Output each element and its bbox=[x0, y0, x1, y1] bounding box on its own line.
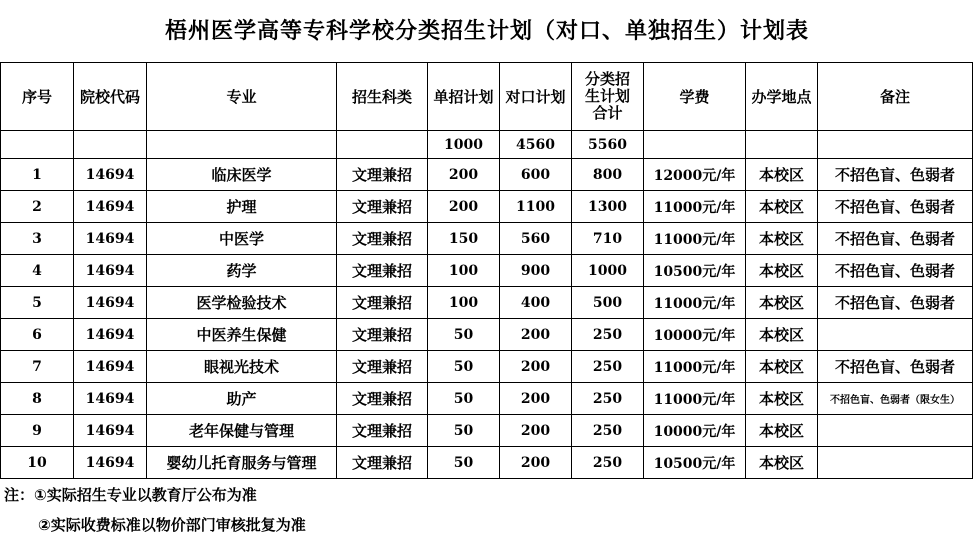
cell-tuition: 10500元/年 bbox=[644, 447, 746, 479]
cell-index: 8 bbox=[1, 383, 74, 415]
cell-tuition: 11000元/年 bbox=[644, 223, 746, 255]
col-header-counterpart-plan: 对口计划 bbox=[500, 63, 572, 131]
cell-school-code: 14694 bbox=[74, 287, 147, 319]
cell-counterpart-plan: 200 bbox=[500, 415, 572, 447]
cell-total-plan: 500 bbox=[572, 287, 644, 319]
table-row bbox=[1, 351, 973, 383]
cell-school-code: 14694 bbox=[74, 191, 147, 223]
cell-remarks: 不招色盲、色弱者 bbox=[818, 191, 973, 223]
cell-major: 药学 bbox=[147, 255, 337, 287]
cell-index: 4 bbox=[1, 255, 74, 287]
cell-category: 文理兼招 bbox=[337, 447, 428, 479]
table-row bbox=[1, 447, 973, 479]
cell-school-code: 14694 bbox=[74, 159, 147, 191]
cell-single-plan: 200 bbox=[428, 159, 500, 191]
total-sum-plan: 5560 bbox=[572, 131, 644, 159]
cell-index: 7 bbox=[1, 351, 74, 383]
cell-category: 文理兼招 bbox=[337, 191, 428, 223]
cell-school-code: 14694 bbox=[74, 223, 147, 255]
col-header-major: 专业 bbox=[147, 63, 337, 131]
cell-tuition: 10000元/年 bbox=[644, 319, 746, 351]
cell-remarks: 不招色盲、色弱者 bbox=[818, 255, 973, 287]
cell-single-plan: 150 bbox=[428, 223, 500, 255]
cell-total-plan: 250 bbox=[572, 351, 644, 383]
header-row bbox=[1, 63, 973, 131]
cell-counterpart-plan: 200 bbox=[500, 319, 572, 351]
cell-location: 本校区 bbox=[746, 159, 818, 191]
cell-remarks bbox=[818, 415, 973, 447]
cell-total-plan: 250 bbox=[572, 319, 644, 351]
cell-tuition: 11000元/年 bbox=[644, 383, 746, 415]
cell-major: 中医学 bbox=[147, 223, 337, 255]
cell-index: 6 bbox=[1, 319, 74, 351]
table-row bbox=[1, 383, 973, 415]
table-row bbox=[1, 255, 973, 287]
table-row bbox=[1, 287, 973, 319]
cell-major: 婴幼儿托育服务与管理 bbox=[147, 447, 337, 479]
total-empty-cell bbox=[1, 131, 74, 159]
cell-single-plan: 50 bbox=[428, 351, 500, 383]
cell-school-code: 14694 bbox=[74, 447, 147, 479]
cell-total-plan: 1300 bbox=[572, 191, 644, 223]
col-header-index: 序号 bbox=[1, 63, 74, 131]
cell-major: 中医养生保健 bbox=[147, 319, 337, 351]
enrollment-plan-table bbox=[0, 62, 973, 479]
cell-single-plan: 200 bbox=[428, 191, 500, 223]
cell-counterpart-plan: 400 bbox=[500, 287, 572, 319]
cell-location: 本校区 bbox=[746, 255, 818, 287]
cell-counterpart-plan: 200 bbox=[500, 351, 572, 383]
total-single-plan: 1000 bbox=[428, 131, 500, 159]
total-empty-cell bbox=[818, 131, 973, 159]
cell-major: 医学检验技术 bbox=[147, 287, 337, 319]
table-row bbox=[1, 319, 973, 351]
page-title: 梧州医学高等专科学校分类招生计划（对口、单独招生）计划表 bbox=[164, 19, 809, 44]
cell-remarks: 不招色盲、色弱者 bbox=[818, 159, 973, 191]
cell-major: 护理 bbox=[147, 191, 337, 223]
total-empty-cell bbox=[147, 131, 337, 159]
cell-school-code: 14694 bbox=[74, 383, 147, 415]
cell-location: 本校区 bbox=[746, 415, 818, 447]
cell-major: 临床医学 bbox=[147, 159, 337, 191]
cell-category: 文理兼招 bbox=[337, 287, 428, 319]
cell-tuition: 11000元/年 bbox=[644, 191, 746, 223]
cell-location: 本校区 bbox=[746, 191, 818, 223]
cell-index: 1 bbox=[1, 159, 74, 191]
cell-major: 眼视光技术 bbox=[147, 351, 337, 383]
total-empty-cell bbox=[746, 131, 818, 159]
cell-major: 老年保健与管理 bbox=[147, 415, 337, 447]
col-header-total-plan: 分类招生计划合计 bbox=[572, 63, 644, 131]
cell-tuition: 11000元/年 bbox=[644, 287, 746, 319]
cell-index: 3 bbox=[1, 223, 74, 255]
table-row bbox=[1, 159, 973, 191]
cell-index: 10 bbox=[1, 447, 74, 479]
cell-single-plan: 50 bbox=[428, 447, 500, 479]
cell-single-plan: 50 bbox=[428, 415, 500, 447]
table-row bbox=[1, 223, 973, 255]
col-header-category: 招生科类 bbox=[337, 63, 428, 131]
col-header-school-code: 院校代码 bbox=[74, 63, 147, 131]
cell-remarks bbox=[818, 447, 973, 479]
cell-category: 文理兼招 bbox=[337, 383, 428, 415]
cell-category: 文理兼招 bbox=[337, 415, 428, 447]
cell-single-plan: 100 bbox=[428, 287, 500, 319]
cell-remarks: 不招色盲、色弱者 bbox=[818, 223, 973, 255]
cell-single-plan: 50 bbox=[428, 383, 500, 415]
note-2: ②实际收费标准以物价部门审核批复为准 bbox=[38, 516, 306, 534]
cell-category: 文理兼招 bbox=[337, 159, 428, 191]
cell-total-plan: 800 bbox=[572, 159, 644, 191]
cell-index: 2 bbox=[1, 191, 74, 223]
cell-location: 本校区 bbox=[746, 383, 818, 415]
cell-category: 文理兼招 bbox=[337, 319, 428, 351]
cell-remarks bbox=[818, 319, 973, 351]
cell-counterpart-plan: 560 bbox=[500, 223, 572, 255]
cell-location: 本校区 bbox=[746, 351, 818, 383]
cell-counterpart-plan: 200 bbox=[500, 447, 572, 479]
cell-category: 文理兼招 bbox=[337, 351, 428, 383]
cell-tuition: 12000元/年 bbox=[644, 159, 746, 191]
cell-school-code: 14694 bbox=[74, 255, 147, 287]
cell-total-plan: 250 bbox=[572, 383, 644, 415]
totals-row bbox=[1, 131, 973, 159]
cell-total-plan: 710 bbox=[572, 223, 644, 255]
cell-counterpart-plan: 1100 bbox=[500, 191, 572, 223]
cell-counterpart-plan: 900 bbox=[500, 255, 572, 287]
cell-school-code: 14694 bbox=[74, 415, 147, 447]
cell-remarks: 不招色盲、色弱者 bbox=[818, 287, 973, 319]
cell-tuition: 11000元/年 bbox=[644, 351, 746, 383]
note-1: 注：①实际招生专业以教育厅公布为准 bbox=[4, 486, 257, 504]
cell-location: 本校区 bbox=[746, 287, 818, 319]
cell-school-code: 14694 bbox=[74, 319, 147, 351]
cell-index: 5 bbox=[1, 287, 74, 319]
cell-tuition: 10500元/年 bbox=[644, 255, 746, 287]
cell-location: 本校区 bbox=[746, 319, 818, 351]
total-counterpart-plan: 4560 bbox=[500, 131, 572, 159]
col-header-tuition: 学费 bbox=[644, 63, 746, 131]
cell-location: 本校区 bbox=[746, 447, 818, 479]
cell-remarks: 不招色盲、色弱者（限女生） bbox=[818, 383, 973, 415]
cell-total-plan: 1000 bbox=[572, 255, 644, 287]
cell-major: 助产 bbox=[147, 383, 337, 415]
table-row bbox=[1, 191, 973, 223]
total-empty-cell bbox=[337, 131, 428, 159]
col-header-single-plan: 单招计划 bbox=[428, 63, 500, 131]
cell-category: 文理兼招 bbox=[337, 255, 428, 287]
col-header-remarks: 备注 bbox=[818, 63, 973, 131]
cell-index: 9 bbox=[1, 415, 74, 447]
cell-location: 本校区 bbox=[746, 223, 818, 255]
notes bbox=[4, 482, 306, 542]
total-empty-cell bbox=[644, 131, 746, 159]
cell-total-plan: 250 bbox=[572, 447, 644, 479]
total-empty-cell bbox=[74, 131, 147, 159]
cell-school-code: 14694 bbox=[74, 351, 147, 383]
cell-total-plan: 250 bbox=[572, 415, 644, 447]
cell-counterpart-plan: 600 bbox=[500, 159, 572, 191]
cell-counterpart-plan: 200 bbox=[500, 383, 572, 415]
col-header-location: 办学地点 bbox=[746, 63, 818, 131]
table-row bbox=[1, 415, 973, 447]
cell-remarks: 不招色盲、色弱者 bbox=[818, 351, 973, 383]
cell-category: 文理兼招 bbox=[337, 223, 428, 255]
cell-single-plan: 100 bbox=[428, 255, 500, 287]
cell-single-plan: 50 bbox=[428, 319, 500, 351]
cell-tuition: 10000元/年 bbox=[644, 415, 746, 447]
